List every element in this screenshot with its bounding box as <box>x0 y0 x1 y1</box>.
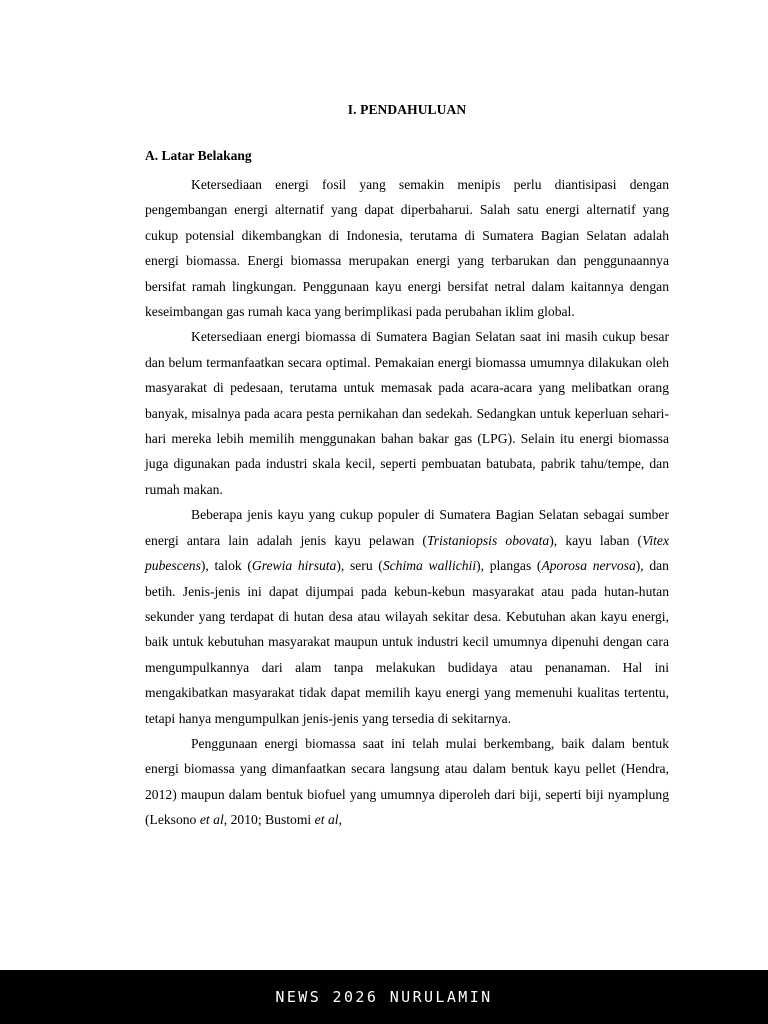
section-heading-latar-belakang: A. Latar Belakang <box>145 148 252 163</box>
footer-banner-text: NEWS 2026 NURULAMIN <box>275 988 493 1006</box>
paragraph-4: Penggunaan energi biomassa saat ini telah mulai berkembang, baik dalam bentuk energi biomassa yang dimanfaatkan secara langsung atau dalam bentuk kayu pellet (Hendra, 2012) maupun dalam bentuk biofuel yang umumnya diperoleh dari biji, seperti biji nyamplung (Leksono et al, 2010; Bustomi et al, <box>145 735 669 828</box>
footer-banner <box>0 970 768 1024</box>
paragraph-2: Ketersediaan energi biomassa di Sumatera Bagian Selatan saat ini masih cukup besar dan belum termanfaatkan secara optimal. Pemakaian energi biomassa umumnya dilakukan oleh masyarakat di pedesaan, terutama untuk memasak pada acara-acara yang melibatkan orang banyak, misalnya pada acara pesta pernikahan dan sedekah. Sedangkan untuk keperluan sehari-hari mereka lebih memilih menggunakan bahan bakar gas (LPG). Selain itu energi biomassa juga digunakan pada industri skala kecil, seperti pembuatan batubata, pabrik tahu/tempe, dan rumah makan. <box>145 329 669 497</box>
paragraph-1: Ketersediaan energi fosil yang semakin menipis perlu diantisipasi dengan pengembangan energi alternatif yang dapat diperbaharui. Salah satu energi alternatif yang cukup potensial dikembangkan di Indonesia, terutama di Sumatera Bagian Selatan adalah energi biomassa. Energi biomassa merupakan energi yang terbarukan dan penggunaannya bersifat ramah lingkungan. Penggunaan kayu energi bersifat netral dalam kaitannya dengan keseimbangan gas rumah kaca yang berimplikasi pada perubahan iklim global. <box>145 177 669 320</box>
page-content <box>145 0 669 833</box>
chapter-title: I. PENDAHULUAN <box>347 102 467 117</box>
paragraph-3: Beberapa jenis kayu yang cukup populer di Sumatera Bagian Selatan sebagai sumber energi antara lain adalah jenis kayu pelawan (Tristaniopsis obovata), kayu laban (Vitex pubescens), talok (Grewia hirsuta), seru (Schima wallichii), plangas (Aporosa nervosa), dan betih. Jenis-jenis ini dapat dijumpai pada kebun-kebun masyarakat atau pada hutan-hutan sekunder yang terdapat di hutan desa atau wilayah sekitar desa. Kebutuhan akan kayu energi, baik untuk kebutuhan masyarakat maupun untuk industri kecil umumnya dipenuhi dengan cara mengumpulkannya dari alam tanpa melakukan budidaya atau penanaman. Hal ini mengakibatkan masyarakat tidak dapat memilih kayu energi yang memenuhi kualitas tertentu, tetapi hanya mengumpulkan jenis-jenis yang tersedia di sekitarnya. <box>145 507 669 726</box>
